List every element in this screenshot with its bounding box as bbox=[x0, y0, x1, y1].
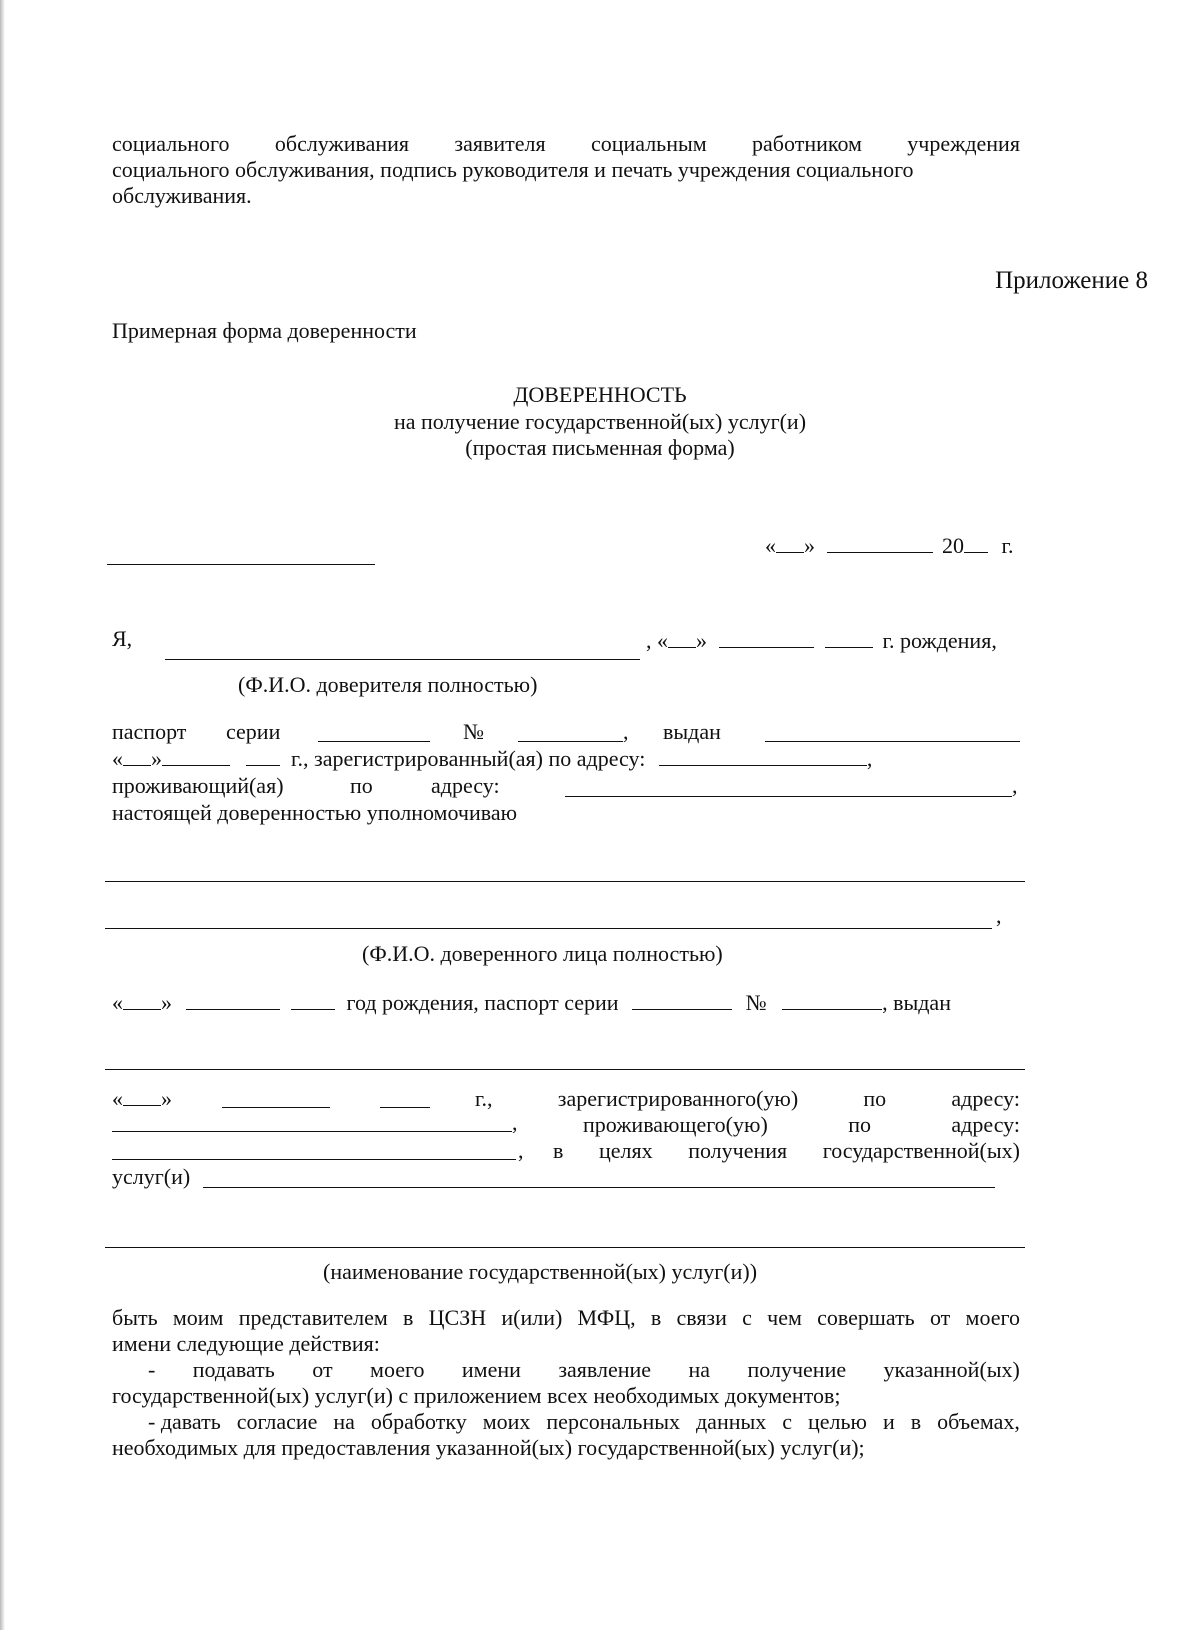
quote-close: » bbox=[161, 990, 172, 1015]
body-word: указанной(ых) bbox=[883, 1357, 1020, 1382]
body-word: данных bbox=[695, 1409, 767, 1434]
attorney-birth-month-field[interactable] bbox=[186, 991, 280, 1010]
quote-close: » bbox=[151, 746, 162, 771]
po-label: по bbox=[350, 773, 373, 798]
intro-word: заявителя bbox=[454, 131, 546, 156]
document-subtitle: на получение государственной(ых) услуг(и) bbox=[393, 409, 807, 434]
reg-line-2-words bbox=[583, 1112, 1020, 1138]
grantor-name-field[interactable] bbox=[165, 659, 640, 660]
place-field[interactable] bbox=[107, 564, 375, 565]
document-subtitle-form: (простая письменная форма) bbox=[465, 435, 735, 460]
reg-word: по bbox=[848, 1112, 871, 1137]
reg-registered-address-field[interactable] bbox=[112, 1131, 512, 1132]
services-caption: (наименование государственной(ых) услуг(и)) bbox=[323, 1259, 758, 1284]
body-word: совершать bbox=[817, 1305, 915, 1330]
reg-line-3-words bbox=[553, 1138, 1020, 1164]
body-word: персональных bbox=[546, 1409, 681, 1434]
reg-word: г., bbox=[475, 1086, 493, 1111]
scan-edge bbox=[0, 0, 5, 1630]
comma: , bbox=[866, 746, 873, 771]
reg-word: зарегистрированного(ую) bbox=[557, 1086, 799, 1111]
attorney-birth-day-field[interactable] bbox=[123, 991, 161, 1010]
birth-day-field[interactable] bbox=[668, 629, 696, 648]
reg-word: целях bbox=[598, 1138, 653, 1163]
number-sign: № bbox=[745, 990, 767, 1015]
reg-residing-address-field[interactable] bbox=[112, 1159, 516, 1160]
body-word: в bbox=[650, 1305, 662, 1330]
body-word: целью bbox=[807, 1409, 867, 1434]
bullet-2-line-2: необходимых для предоставления указанной(ых) государственной(ых) услуг(и); bbox=[112, 1435, 865, 1460]
attorney-caption: (Ф.И.О. доверенного лица полностью) bbox=[362, 941, 723, 966]
services-field-2[interactable] bbox=[105, 1247, 1025, 1248]
body-word: с bbox=[782, 1409, 793, 1434]
comma: , bbox=[1012, 773, 1018, 798]
birth-suffix: г. рождения, bbox=[882, 628, 997, 653]
body-word: обработку bbox=[370, 1409, 467, 1434]
body-word: МФЦ, bbox=[577, 1305, 636, 1330]
number-sign: № bbox=[463, 719, 484, 744]
quote-close: » bbox=[696, 628, 707, 653]
registered-address-field[interactable] bbox=[659, 747, 867, 766]
issued-label: выдан bbox=[663, 719, 721, 744]
comma: , bbox=[512, 1110, 518, 1135]
reg-word: проживающего(ую) bbox=[583, 1112, 768, 1137]
services-label: услуг(и) bbox=[112, 1164, 191, 1189]
body-line-2: имени следующие действия: bbox=[112, 1331, 380, 1356]
body-word: моего bbox=[965, 1305, 1020, 1330]
year-field[interactable] bbox=[964, 534, 988, 553]
body-word: в bbox=[910, 1409, 922, 1434]
intro-word: работником bbox=[752, 131, 862, 156]
attorney-name-field-1[interactable] bbox=[105, 881, 1025, 882]
body-word: с bbox=[742, 1305, 752, 1330]
issued-label: , выдан bbox=[882, 990, 951, 1015]
quote-open: « bbox=[112, 990, 123, 1015]
attorney-issued-by-field[interactable] bbox=[105, 1069, 1025, 1070]
intro-word: социальным bbox=[590, 131, 707, 156]
reg-word: адресу: bbox=[951, 1086, 1020, 1111]
comma: , bbox=[646, 628, 652, 653]
attorney-birth-year-field[interactable] bbox=[291, 991, 335, 1010]
attorney-birth-line bbox=[112, 990, 951, 1016]
passport-series-field[interactable] bbox=[318, 741, 430, 742]
comma: , bbox=[518, 1138, 524, 1163]
quote-open: « bbox=[657, 628, 668, 653]
quote-open: « bbox=[112, 1086, 123, 1111]
passport-number-field[interactable] bbox=[518, 741, 623, 742]
residing-label: проживающий(ая) bbox=[112, 773, 284, 798]
intro-line-2: социального обслуживания, подпись руководителя и печать учреждения социального bbox=[112, 157, 914, 182]
intro-word: учреждения bbox=[907, 131, 1020, 156]
body-word: - давать bbox=[148, 1409, 221, 1434]
bullet-1-line-1 bbox=[148, 1357, 1020, 1383]
body-word: в bbox=[403, 1305, 414, 1330]
intro-word: социального bbox=[112, 131, 230, 156]
quote-close: » bbox=[804, 533, 815, 558]
body-word: и bbox=[882, 1409, 895, 1434]
bullet-1-line-2: государственной(ых) услуг(и) с приложением всех необходимых документов; bbox=[112, 1383, 841, 1408]
residing-address-field[interactable] bbox=[565, 796, 1012, 797]
body-word: представителем bbox=[238, 1305, 388, 1330]
month-field[interactable] bbox=[827, 534, 933, 553]
body-word: на bbox=[333, 1409, 355, 1434]
passport-line-2 bbox=[112, 746, 872, 772]
body-line-1 bbox=[112, 1305, 1020, 1331]
issued-by-field[interactable] bbox=[765, 741, 1020, 742]
body-word: и(или) bbox=[501, 1305, 563, 1330]
issue-year-field[interactable] bbox=[246, 747, 280, 766]
date-line bbox=[765, 533, 1014, 559]
body-word: согласие bbox=[236, 1409, 318, 1434]
body-word: от bbox=[312, 1357, 333, 1382]
attorney-passport-series-field[interactable] bbox=[632, 991, 732, 1010]
year-suffix: г. bbox=[1001, 533, 1014, 558]
quote-open: « bbox=[112, 746, 123, 771]
reg-issue-day-field[interactable] bbox=[123, 1087, 161, 1106]
body-word: моего bbox=[370, 1357, 425, 1382]
reg-quote bbox=[112, 1086, 172, 1112]
body-word: имени bbox=[461, 1357, 521, 1382]
body-word: подавать bbox=[192, 1357, 275, 1382]
issue-month-field[interactable] bbox=[162, 747, 230, 766]
form-caption: Примерная форма доверенности bbox=[112, 318, 417, 343]
reg-issue-month-field[interactable] bbox=[222, 1107, 330, 1108]
year-prefix: 20 bbox=[942, 533, 964, 558]
body-word: получение bbox=[747, 1357, 847, 1382]
grantor-birth-line bbox=[646, 628, 997, 654]
bullet-2-line-1 bbox=[148, 1409, 1020, 1435]
attorney-name-field-2[interactable] bbox=[105, 928, 992, 929]
grantor-ya: Я, bbox=[112, 626, 133, 651]
birth-year-field[interactable] bbox=[825, 629, 873, 648]
body-word: быть bbox=[112, 1305, 158, 1330]
reg-issue-year-field[interactable] bbox=[380, 1107, 430, 1108]
body-word: моих bbox=[482, 1409, 531, 1434]
intro-word: обслуживания bbox=[274, 131, 410, 156]
body-word: заявление bbox=[558, 1357, 652, 1382]
appendix-label: Приложение 8 bbox=[995, 267, 1148, 294]
reg-word: в bbox=[553, 1138, 564, 1163]
body-word: от bbox=[929, 1305, 951, 1330]
series-label: серии bbox=[226, 719, 281, 744]
comma: , bbox=[996, 903, 1002, 928]
attorney-birth-text: год рождения, паспорт серии bbox=[346, 990, 619, 1015]
quote-close: » bbox=[161, 1086, 172, 1111]
intro-line-3: обслуживания. bbox=[112, 183, 252, 208]
day-field[interactable] bbox=[776, 534, 804, 553]
body-word: объемах, bbox=[937, 1409, 1020, 1434]
grantor-caption: (Ф.И.О. доверителя полностью) bbox=[238, 672, 538, 697]
reg-word: получения bbox=[688, 1138, 788, 1163]
reg-word: адресу: bbox=[951, 1112, 1020, 1137]
body-word: связи bbox=[676, 1305, 727, 1330]
intro-line-1 bbox=[112, 131, 1020, 157]
quote-open: « bbox=[765, 533, 776, 558]
comma: , bbox=[623, 719, 629, 744]
body-word: ЦСЗН bbox=[428, 1305, 487, 1330]
address-label: адресу: bbox=[431, 773, 500, 798]
reg-word: государственной(ых) bbox=[822, 1138, 1020, 1163]
body-word: чем bbox=[767, 1305, 802, 1330]
document-title: ДОВЕРЕННОСТЬ bbox=[513, 382, 687, 407]
authorize-text: настоящей доверенностью уполномочиваю bbox=[112, 800, 518, 825]
body-word: моим bbox=[172, 1305, 224, 1330]
bullet-dash: - bbox=[148, 1357, 156, 1382]
services-field-1[interactable] bbox=[203, 1187, 995, 1188]
passport-label: паспорт bbox=[112, 719, 187, 744]
body-word: на bbox=[688, 1357, 711, 1382]
reg-line-1-words bbox=[475, 1086, 1020, 1112]
reg-word: по bbox=[863, 1086, 887, 1111]
attorney-passport-number-field[interactable] bbox=[782, 991, 882, 1010]
issue-day-field[interactable] bbox=[123, 747, 151, 766]
birth-month-field[interactable] bbox=[719, 629, 814, 648]
registered-address-label: г., зарегистрированный(ая) по адресу: bbox=[291, 746, 646, 771]
